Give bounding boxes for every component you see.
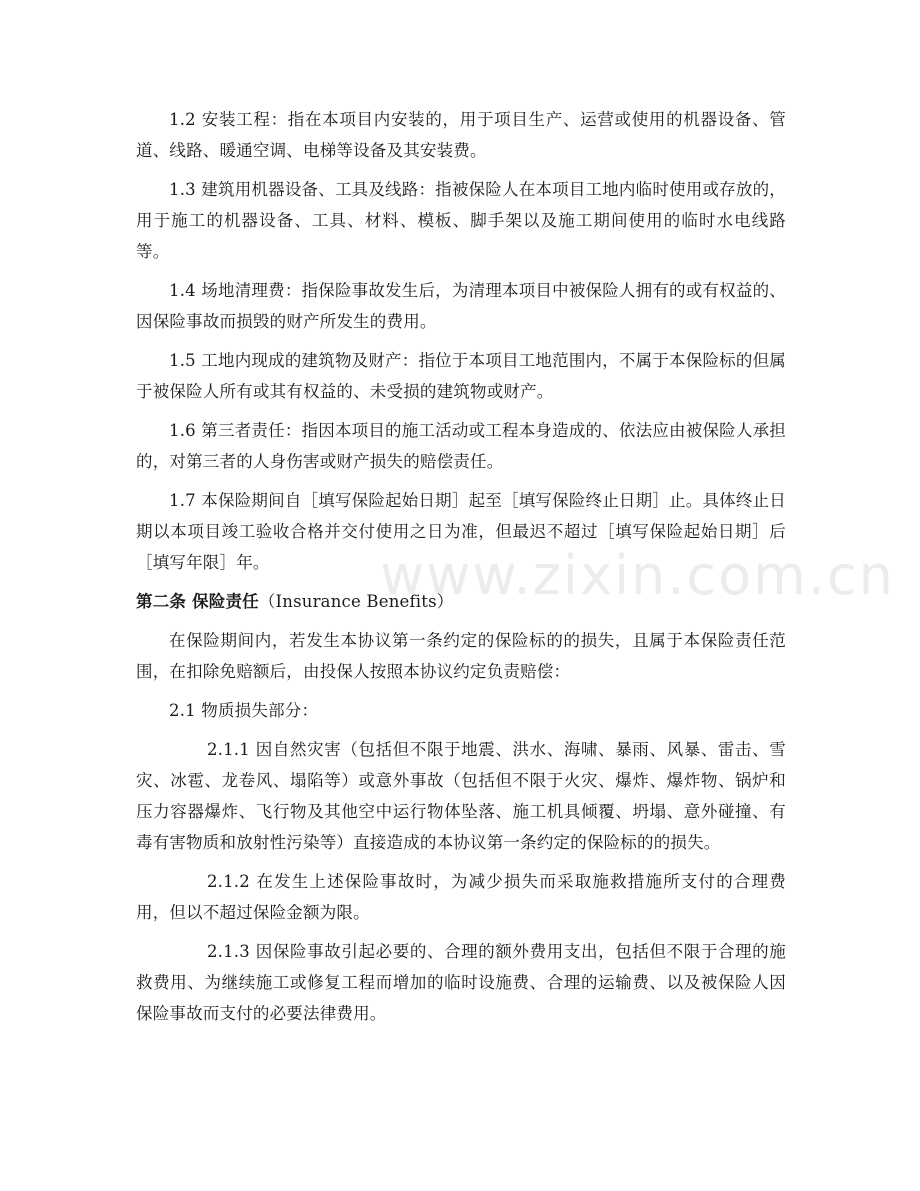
article-2-intro: 在保险期间内，若发生本协议第一条约定的保险标的的损失，且属于本保险责任范围，在扣除免赔额后，由投保人按照本协议约定负责赔偿：: [136, 631, 786, 681]
clause-1-5: 1.5 工地内现成的建筑物及财产：指位于本项目工地范围内，不属于本保险标的但属于被保险人所有或其有权益的、未受损的建筑物或财产。: [136, 351, 786, 401]
clause-2-1-3: 2.1.3 因保险事故引起必要的、合理的额外费用支出，包括但不限于合理的施救费用、为继续施工或修复工程而增加的临时设施费、合理的运输费、以及被保险人因保险事故而支付的必要法律费用。: [136, 942, 786, 1023]
watermark: www.zixin.com.cn: [380, 544, 895, 607]
clause-2-1-1: 2.1.1 因自然灾害（包括但不限于地震、洪水、海啸、暴雨、风暴、雷击、雪灾、冰雹、龙卷风、塌陷等）或意外事故（包括但不限于火灾、爆炸、爆炸物、锅炉和压力容器爆炸、飞行物及其他空中运行物体坠落、施工机具倾覆、坍塌、意外碰撞、有毒有害物质和放射性污染等）直接造成的本协议第一条约定的保险标的的损失。: [136, 740, 786, 852]
heading-label: 第二条 保险责任: [136, 592, 259, 611]
clause-2-1: 2.1 物质损失部分：: [169, 701, 319, 720]
heading-english: （Insurance Benefits）: [258, 592, 454, 611]
clause-1-7: 1.7 本保险期间自［填写保险起始日期］起至［填写保险终止日期］止。具体终止日期以本项目竣工验收合格并交付使用之日为准，但最迟不超过［填写保险起始日期］后［填写年限］年。: [136, 491, 786, 572]
clause-2-1-2: 2.1.2 在发生上述保险事故时，为减少损失而采取施救措施所支付的合理费用，但以不超过保险金额为限。: [136, 872, 786, 922]
document-page: [136, 104, 786, 1029]
clause-1-4: 1.4 场地清理费：指保险事故发生后，为清理本项目中被保险人拥有的或有权益的、因保险事故而损毁的财产所发生的费用。: [136, 281, 786, 331]
clause-1-3: 1.3 建筑用机器设备、工具及线路：指被保险人在本项目工地内临时使用或存放的，用于施工的机器设备、工具、材料、模板、脚手架以及施工期间使用的临时水电线路等。: [136, 180, 786, 261]
clause-1-6: 1.6 第三者责任：指因本项目的施工活动或工程本身造成的、依法应由被保险人承担的，对第三者的人身伤害或财产损失的赔偿责任。: [136, 421, 786, 471]
section-heading-article-2: [136, 586, 786, 617]
clause-1-2: 1.2 安装工程：指在本项目内安装的，用于项目生产、运营或使用的机器设备、管道、线路、暖通空调、电梯等设备及其安装费。: [136, 110, 786, 160]
